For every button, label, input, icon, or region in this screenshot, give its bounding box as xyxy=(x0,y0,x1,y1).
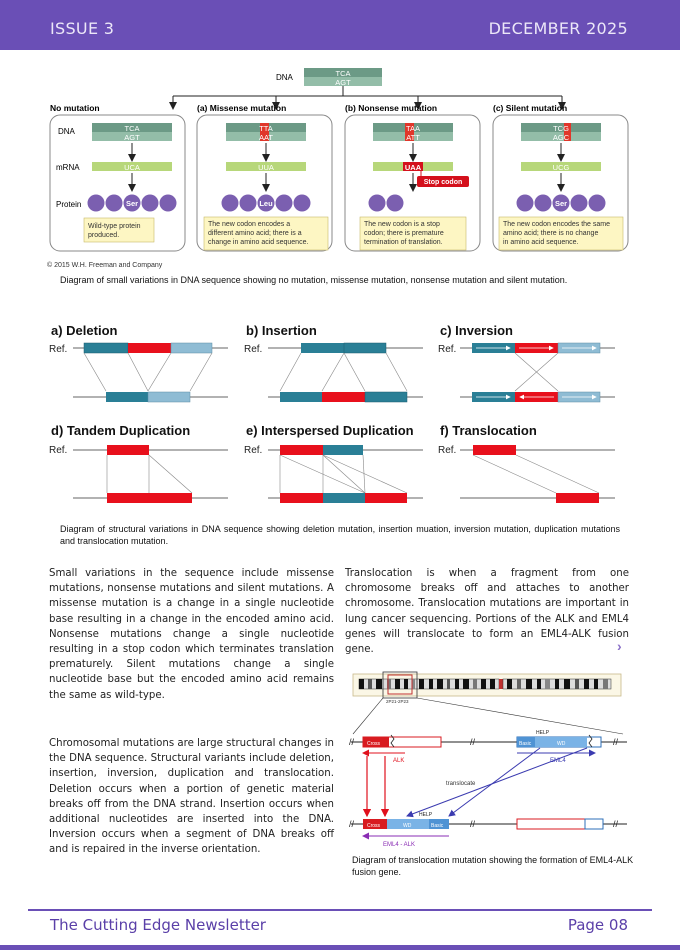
eml4-label: EML4 xyxy=(550,758,566,764)
stop-codon-label: Stop codon xyxy=(423,179,463,186)
sv-title-deletion: a) Deletion xyxy=(51,323,118,338)
sv-title-tandem: d) Tandem Duplication xyxy=(51,423,191,438)
mrna-nonsense: UAA xyxy=(404,163,422,172)
top-dna-label: DNA xyxy=(276,73,293,82)
top-anticodon: AGT xyxy=(335,78,351,87)
cross-label-top: Cross xyxy=(367,741,381,747)
panel-title-silent: (c) Silent mutation xyxy=(493,103,568,113)
note-missense: The new codon encodes a different amino acid; there is a change in amino acid sequence. xyxy=(208,221,309,246)
paragraph-small-variations: Small variations in the sequence include missense mutations, nonsense mutations and silent mutations. A missense mutation is a change in a single nucleotide base resulting in a change in the encoded amino acid. Nonsense mutations change a single nucleotide resulting in a stop codon which terminates translation prematurely. Silent mutations change a single nucleotide base but the encoded amino acid remains the same as wild-type. xyxy=(49,568,334,701)
ref-label-a: Ref. xyxy=(49,344,68,355)
help-label-top: HELP xyxy=(536,730,550,736)
point-mutation-figure xyxy=(40,62,640,274)
ref-label-d: Ref. xyxy=(49,445,68,456)
anticodon-missense: AAT xyxy=(258,133,274,142)
note-no-mutation: Wild-type protein produced. xyxy=(88,223,141,239)
page-number: Page 08 xyxy=(567,916,628,934)
sv-interspersed-duplication xyxy=(268,445,423,503)
amino-missense: Leu xyxy=(259,199,273,208)
anticodon-silent: AGC xyxy=(552,133,570,142)
footer-bar xyxy=(0,945,680,950)
row-label-protein: Protein xyxy=(56,200,82,209)
structural-variation-figure xyxy=(40,318,640,518)
figure3-caption: Diagram of translocation mutation showing the formation of EML4-ALK fusion gene. xyxy=(352,855,634,877)
translocate-label: translocate xyxy=(446,781,476,787)
original-chromosome xyxy=(349,730,627,764)
footer-divider xyxy=(28,909,652,911)
copyright-note: © 2015 W.H. Freeman and Company xyxy=(47,262,163,269)
sv-translocation xyxy=(460,445,615,503)
basic-label-fusion: Basic xyxy=(431,823,444,829)
svg-text://: // xyxy=(613,737,619,747)
alk-label: ALK xyxy=(393,758,405,764)
ref-label-f: Ref. xyxy=(438,445,457,456)
top-codon: TCA xyxy=(335,69,351,78)
header-bar xyxy=(0,0,680,50)
svg-text://: // xyxy=(613,819,619,829)
svg-text://: // xyxy=(470,737,476,747)
sv-title-inversion: c) Inversion xyxy=(440,323,513,338)
basic-label-top: Basic xyxy=(519,741,532,747)
sv-tandem-duplication xyxy=(73,445,228,503)
panel-title-no-mutation: No mutation xyxy=(50,103,100,113)
row-label-dna: DNA xyxy=(58,127,75,136)
sv-title-translocation: f) Translocation xyxy=(440,423,537,438)
issue-date: DECEMBER 2025 xyxy=(488,19,628,38)
translocation-figure xyxy=(345,668,635,854)
codon-silent: TCG xyxy=(553,124,569,133)
cross-label-fusion: Cross xyxy=(367,823,381,829)
codon-missense: TTA xyxy=(259,124,273,133)
figure2-caption: Diagram of structural variations in DNA sequence showing deletion mutation, insertion muation, inversion mutation, duplication mutations and translocation mutation. xyxy=(60,524,620,546)
ref-label-e: Ref. xyxy=(244,445,263,456)
codon-nonsense: TAA xyxy=(405,124,421,133)
figure1-caption: Diagram of small variations in DNA sequence showing no mutation, missense mutation, nonsense mutation and silent mutation. xyxy=(60,275,568,285)
issue-label: ISSUE 3 xyxy=(50,19,115,38)
chevron-right-icon[interactable]: › xyxy=(617,638,622,654)
sv-insertion xyxy=(268,343,423,402)
chromosome-bands xyxy=(359,679,611,689)
svg-text://: // xyxy=(349,737,355,747)
paragraph-translocation: Translocation is when a fragment from one chromosome breaks off and attaches to another chromosome. Translocation mutations are important in lung cancer sequencing. Portions of the ALK and EML4 genes will translocate to form an EML4-ALK fusion gene. xyxy=(345,568,629,656)
svg-text://: // xyxy=(349,819,355,829)
anticodon-no-mutation: AGT xyxy=(124,133,140,142)
mrna-silent: UCG xyxy=(552,163,570,172)
panel-title-nonsense: (b) Nonsense mutation xyxy=(345,103,438,113)
sv-title-interspersed: e) Interspersed Duplication xyxy=(246,423,414,438)
newsletter-title: The Cutting Edge Newsletter xyxy=(50,916,266,934)
band-label: 2P21-2P23 xyxy=(386,699,409,704)
codon-no-mutation: TCA xyxy=(124,124,140,133)
row-label-mrna: mRNA xyxy=(56,163,80,172)
sv-inversion xyxy=(460,343,615,402)
note-nonsense: The new codon is a stop codon; there is premature termination of translation. xyxy=(364,221,444,246)
amino-silent: Ser xyxy=(554,199,568,208)
ref-label-b: Ref. xyxy=(244,344,263,355)
ref-label-c: Ref. xyxy=(438,344,457,355)
fusion-chromosome xyxy=(349,812,627,848)
wd-label-fusion: WD xyxy=(403,823,412,829)
amino-no-mutation: Ser xyxy=(125,199,139,208)
mrna-no-mutation: UCA xyxy=(124,163,140,172)
mrna-missense: UUA xyxy=(258,163,274,172)
panel-silent xyxy=(499,123,623,250)
panel-nonsense xyxy=(360,123,469,250)
paragraph-chromosomal-mutations: Chromosomal mutations are large structural changes in the DNA sequence. Structural variants include deletion, insertion, inversion, duplication and translocation. Deletion occurs when a portion of genetic material breaks off from the DNA strand. Insertion occurs when additional nucleotides are inserted into the DNA. Inversion occurs when a segment of DNA breaks off and is repaired in the inverse orientation. xyxy=(49,738,334,856)
svg-text://: // xyxy=(470,819,476,829)
anticodon-nonsense: ATT xyxy=(406,133,420,142)
fusion-label: EML4 - ALK xyxy=(383,842,416,848)
panel-no-mutation xyxy=(84,123,177,242)
sv-deletion xyxy=(73,343,228,402)
sv-title-insertion: b) Insertion xyxy=(246,323,317,338)
help-label-fusion: HELP xyxy=(419,812,433,818)
panel-title-missense: (a) Missense mutation xyxy=(197,103,287,113)
wd-label-top: WD xyxy=(557,741,566,747)
note-silent: The new codon encodes the same amino acid; there is no change in amino acid sequence. xyxy=(503,221,611,246)
panel-missense xyxy=(204,123,328,250)
